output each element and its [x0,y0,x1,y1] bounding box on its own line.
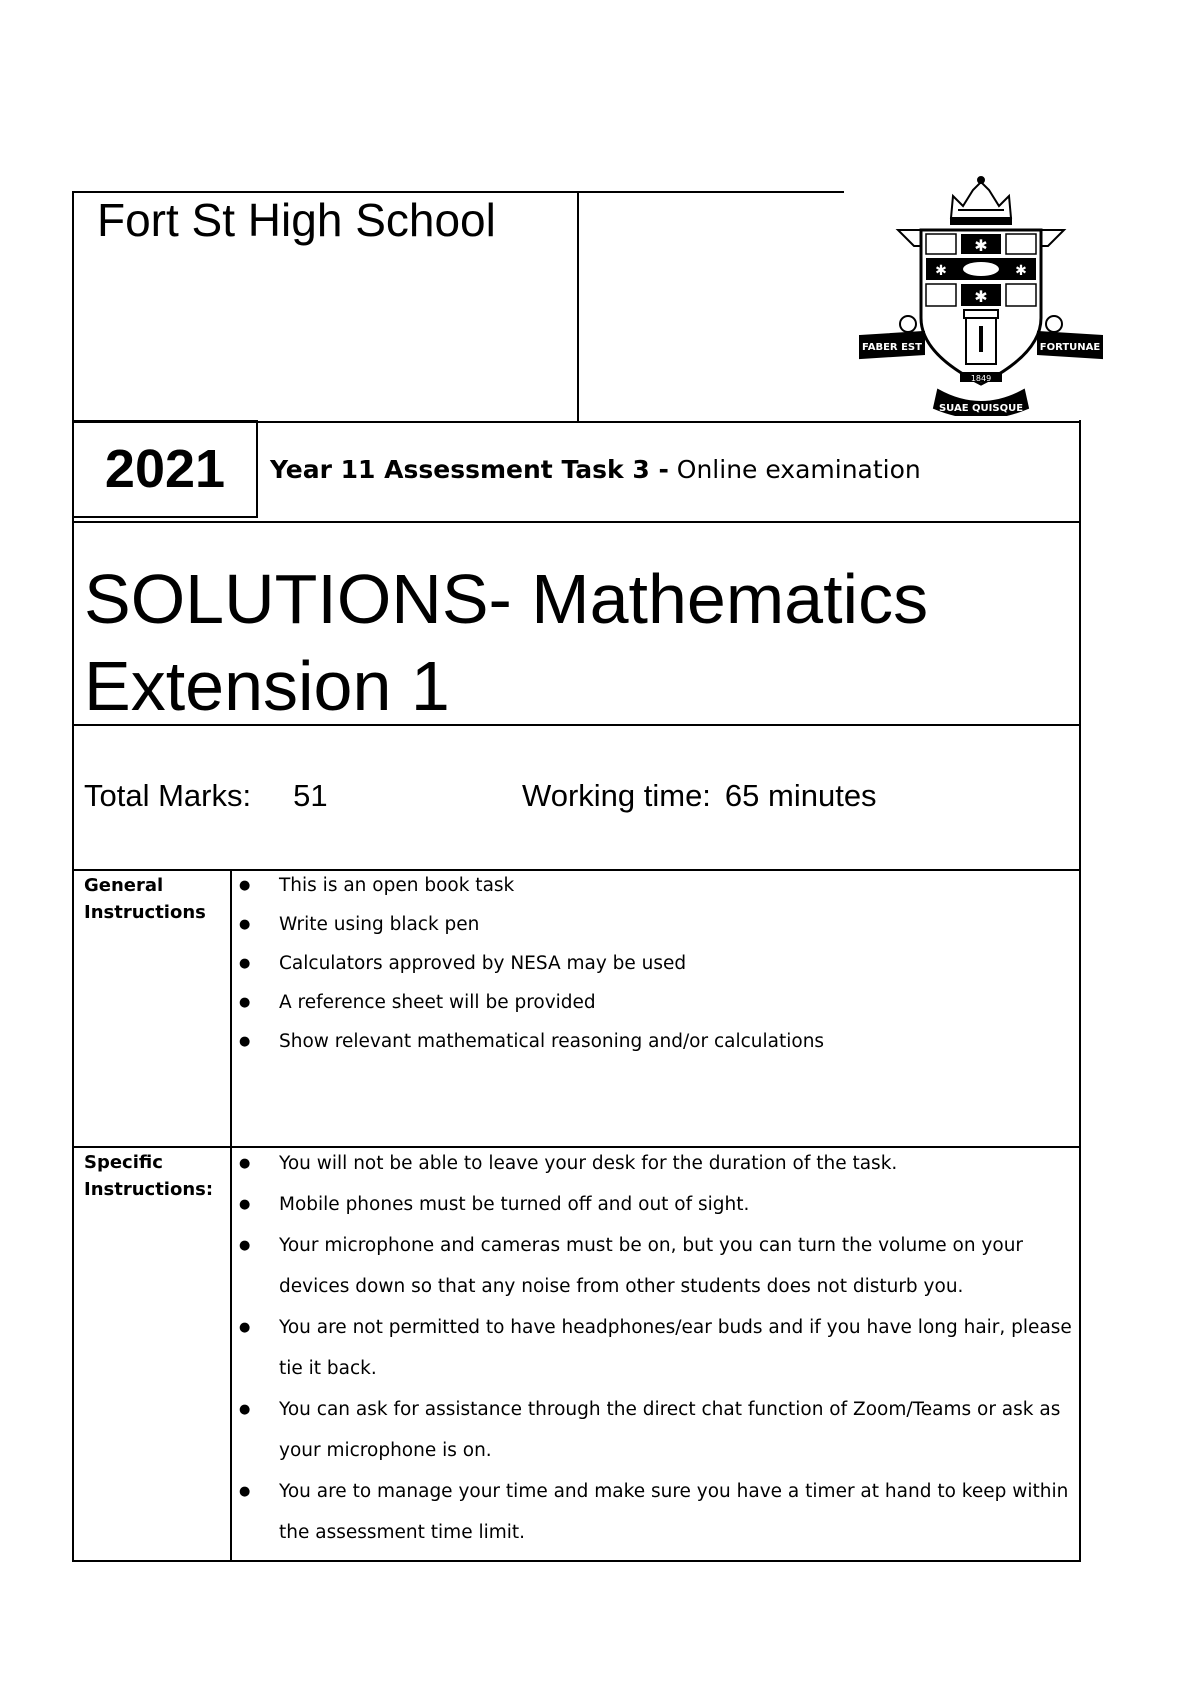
motto-scroll-right [1038,316,1102,358]
working-time-label: Working time: [522,778,711,813]
svg-text:✱: ✱ [974,287,988,306]
table-border-right [1079,420,1081,1562]
assessment-mode: Online examination [668,455,921,484]
total-marks-label: Total Marks: [84,778,252,813]
list-item: ● You will not be able to leave your desk for the duration of the task. [232,1143,1072,1184]
specific-instructions-label: Specific Instructions: [84,1152,214,1200]
list-item: ● Calculators approved by NESA may be used [232,944,1072,983]
total-marks [84,778,328,814]
school-name: Fort St High School [97,194,496,246]
crest-emblem [858,176,1104,416]
list-item: ● You are not permitted to have headphones/ear buds and if you have long hair, please tie it back. [232,1307,1072,1389]
svg-text:✱: ✱ [1015,263,1027,279]
crown-icon [951,177,1011,224]
list-item: ● Write using black pen [232,905,1072,944]
exam-year: 2021 [104,439,226,499]
motto-scroll-left [860,316,924,358]
motto-bottom: SUAE QUISQUE [938,403,1024,414]
list-item: ● This is an open book task [232,866,1072,905]
table-border-bottom [72,1560,1081,1562]
shield-icon [921,230,1041,384]
list-item: ● You are to manage your time and make sure you have a timer at hand to keep within the assessment time limit. [232,1471,1072,1553]
document-title [84,556,928,730]
row-rule-2 [72,521,1081,523]
motto-right: FORTUNAE [1039,342,1101,353]
table-border-left [72,191,74,1562]
list-item: ● You can ask for assistance through the direct chat function of Zoom/Teams or ask as your microphone is on. [232,1389,1072,1471]
specific-instructions-list [232,1143,1072,1553]
general-instructions-list [232,866,1072,1061]
title-line-2: Extension 1 [84,647,450,725]
list-item: ● Your microphone and cameras must be on, but you can turn the volume on your devices down so that any noise from other students does not disturb you. [232,1225,1072,1307]
title-line-1: SOLUTIONS- Mathematics [84,560,929,638]
general-instructions-label: General Instructions [84,875,206,923]
assessment-title: Year 11 Assessment Task 3 - [270,455,669,484]
total-marks-value: 51 [293,778,328,813]
list-item: ● Show relevant mathematical reasoning and/or calculations [232,1022,1072,1061]
school-crest [858,176,1104,416]
working-time [522,778,877,814]
svg-text:✱: ✱ [974,236,988,255]
header-divider [577,191,579,422]
motto-left: FABER EST [862,342,922,353]
assessment-line [270,455,921,484]
svg-text:✱: ✱ [935,263,947,279]
list-item: ● Mobile phones must be turned off and out of sight. [232,1184,1072,1225]
working-time-value: 65 minutes [724,778,877,813]
year-box [72,420,258,518]
list-item: ● A reference sheet will be provided [232,983,1072,1022]
crest-year: 1849 [970,374,992,383]
motto-scroll-bottom [934,390,1028,416]
